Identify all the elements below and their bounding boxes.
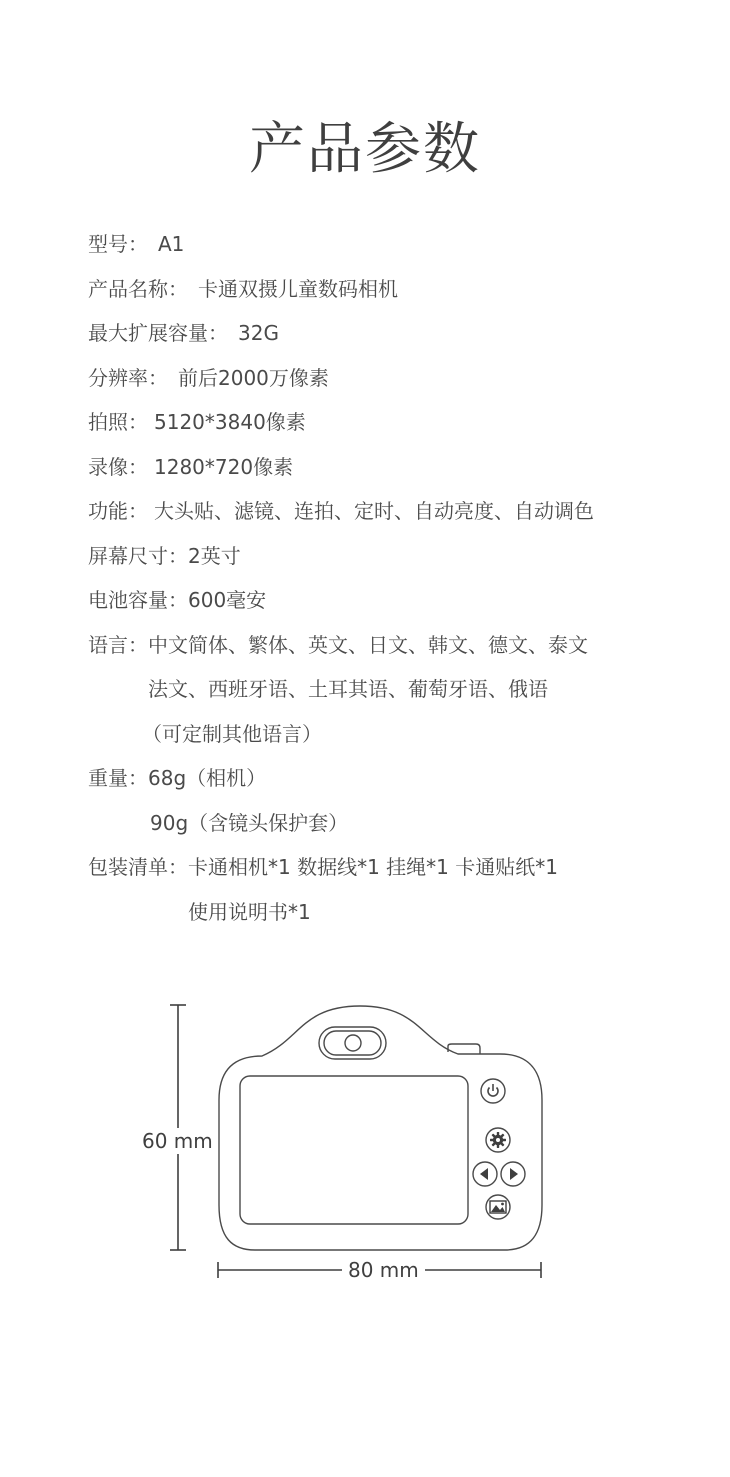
spec-weight [88,756,708,845]
right-arrow-icon [501,1162,525,1186]
spec-value: 使用说明书*1 [188,899,311,924]
spec-value-list [142,623,588,757]
spec-value: 90g（含镜头保护套） [150,810,349,835]
spec-value: 1280*720像素 [154,454,294,479]
spec-value: 68g（相机） [148,766,267,790]
spec-value: 中文简体、繁体、英文、日文、韩文、德文、泰文 [148,632,588,657]
spec-value: （可定制其他语言） [142,721,322,746]
spec-name [88,267,708,312]
spec-model [88,222,708,267]
spec-label: 产品名称： [88,276,188,301]
spec-value: 5120*3840像素 [154,410,306,434]
spec-value: 32G [238,321,279,345]
gallery-icon [486,1195,510,1219]
spec-photo [88,400,708,445]
spec-label: 最大扩展容量： [88,321,228,345]
spec-resolution [88,356,708,401]
spec-value: A1 [158,232,185,256]
gear-icon [486,1128,510,1152]
spec-label: 屏幕尺寸： [88,543,188,568]
spec-features [88,489,708,534]
spec-value: 前后2000万像素 [178,365,329,390]
spec-label: 功能： [88,499,148,523]
page-title: 产品参数 [249,117,481,182]
spec-value: 卡通相机*1 数据线*1 挂绳*1 卡通贴纸*1 [188,855,558,879]
width-dimension-label: 80 mm [342,1257,425,1283]
spec-value: 600毫安 [188,588,267,612]
spec-label: 分辨率： [88,365,168,390]
left-arrow-icon [473,1162,497,1186]
spec-list [88,222,708,934]
spec-value: 卡通双摄儿童数码相机 [198,276,398,301]
spec-label: 录像： [88,454,148,479]
spec-label: 包装清单： [88,855,188,879]
height-dimension-label: 60 mm [142,1129,213,1153]
spec-value-list [188,845,558,934]
power-icon [481,1079,505,1103]
spec-video [88,445,708,490]
spec-screen [88,534,708,579]
spec-label: 拍照： [88,410,148,434]
spec-package [88,845,708,934]
spec-battery [88,578,708,623]
spec-value-list [148,756,348,845]
spec-language [88,623,708,757]
camera-outline [219,1006,542,1250]
spec-value: 大头贴、滤镜、连拍、定时、自动亮度、自动调色 [154,499,594,523]
spec-label: 重量： [88,766,148,790]
spec-label: 电池容量： [88,588,188,612]
spec-label: 语言： [88,632,148,657]
spec-value: 2英寸 [188,543,241,568]
spec-storage [88,311,708,356]
spec-value: 法文、西班牙语、土耳其语、葡萄牙语、俄语 [148,677,548,701]
spec-label: 型号： [88,232,148,256]
